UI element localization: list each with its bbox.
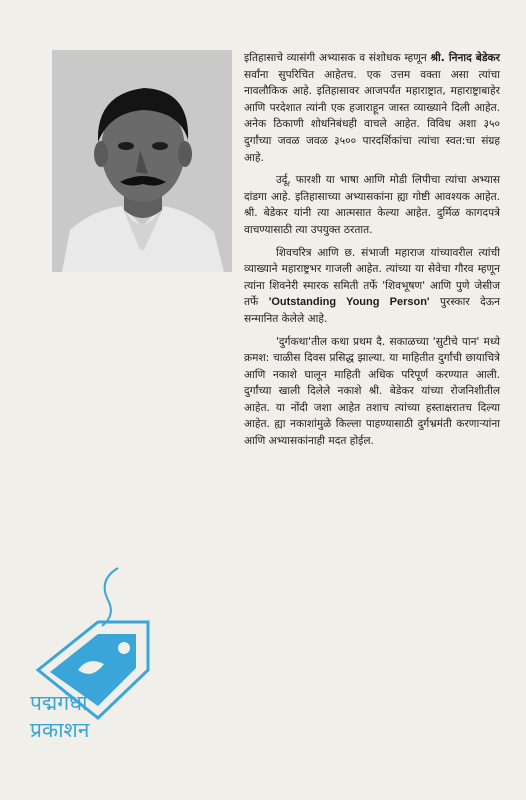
paragraph-text: 'दुर्गकथा'तील कथा प्रथम दै. सकाळच्या 'सुटीचे पान' मध्ये क्रमश: चाळीस दिवस प्रसिद्ध झाल्या. या माहितीत दुर्गांची छायाचित्रे आणि नकाशे घालून माहिती अधिक परिपूर्ण करण्यात आली. दुर्गांच्या खाली दिलेले नकाशे श्री. बेडेकर यांच्या रोजनिशीतील आहेत. या नोंदी जशा आहेत तशाच त्यांच्या हस्ताक्षरातच दिल्या आहेत. ह्या नकाशांमुळे किल्ला पाहण्यासाठी दुर्गभ्रमंती करणाऱ्यांना आणि अभ्यासकांनाही मदत होईल.: [244, 335, 500, 448]
paragraph-text: पुरस्कार देऊन सन्मानित केलेले आहे.: [244, 296, 500, 325]
bio-paragraph-1: [244, 50, 500, 166]
publisher-line-1: पद्मगंधा: [30, 691, 88, 715]
paragraph-text: इतिहासाचे व्यासंगी अभ्यासक व संशोधक म्हणून श्री. निनाद बेडेकर सर्वांना सुपरिचित आहेतच. एक उत्तम वक्ता असा त्यांचा नावलौकिक आहे. इतिहासावर आजपर्यंत महाराष्ट्रात, महाराष्ट्राबाहेर आणि परदेशात त्यांनी एक हजाराहून जास्त व्याख्याने दिली आहेत. अनेक ठिकाणी शोधनिबंधही वाचले आहेत. विविध अशा ३५० दुर्गांच्या जवळ जवळ ३५०० पारदर्शिकांचा त्यांचा स्वत:चा संग्रह आहे.: [244, 52, 500, 164]
author-bio: [244, 50, 500, 456]
author-name: श्री. निनाद बेडेकर: [430, 52, 500, 64]
author-portrait-icon: [52, 50, 232, 272]
publisher-line-2: प्रकाशन: [30, 718, 90, 742]
bio-paragraph-3: [244, 245, 500, 328]
author-photo: [52, 50, 232, 272]
bio-paragraph-4: [244, 334, 500, 450]
award-title-english: 'Outstanding Young Person': [268, 296, 430, 309]
bio-paragraph-2: [244, 172, 500, 238]
paragraph-text: शिवचरित्र आणि छ. संभाजी महाराज यांच्यावरील त्यांची व्याख्याने महाराष्ट्रभर गाजली आहेत. त्यांच्या या सेवेचा गौरव म्हणून त्यांना शिवनेरी स्मारक समिती तर्फे 'शिवभूषण' आणि पुणे जेसीज तर्फे: [244, 246, 500, 309]
publisher-name: [30, 690, 89, 744]
paragraph-text: उर्दू, फारशी या भाषा आणि मोडी लिपीचा त्यांचा अभ्यास दांडगा आहे. इतिहासाच्या अभ्यासकांना ह्या गोष्टी आवश्यक आहेत. श्री. बेडेकर यांनी त्या आत्मसात केल्या आहेत. दुर्मिळ कागदपत्रे वाचण्यासाठी त्या उपयुक्त ठरतात.: [244, 174, 500, 236]
